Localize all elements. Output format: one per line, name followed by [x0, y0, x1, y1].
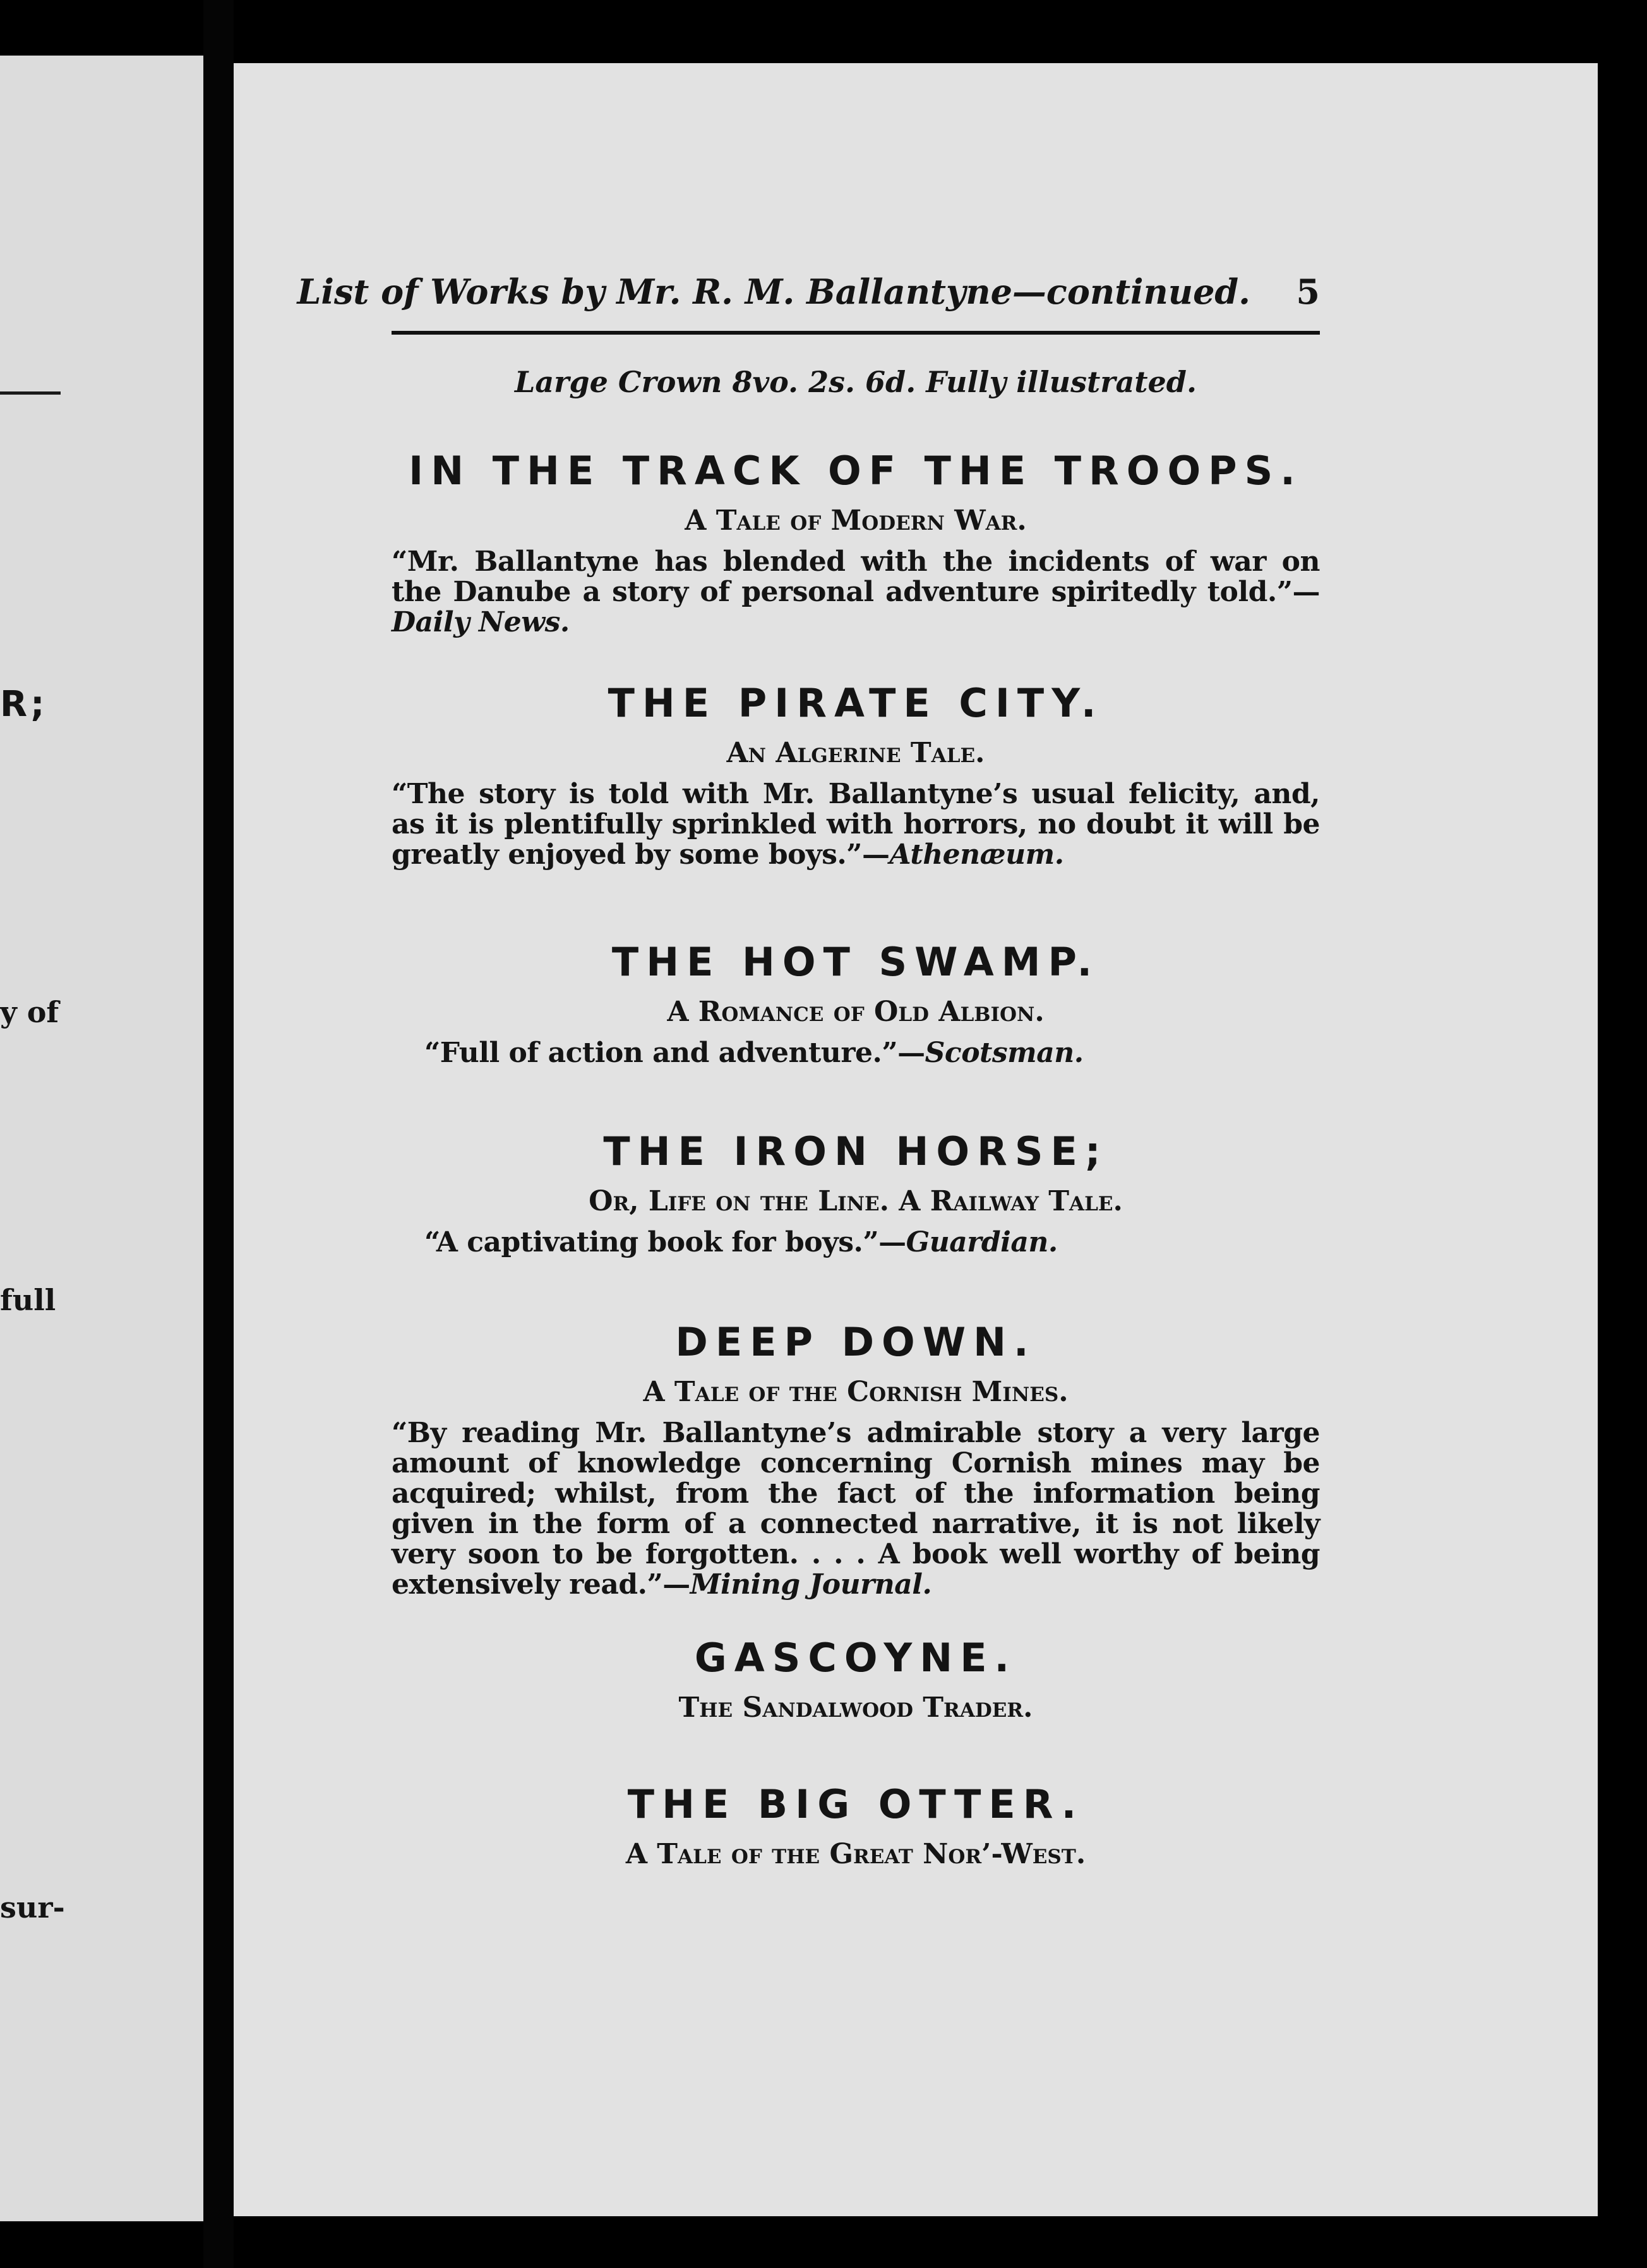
press-review [392, 1227, 1320, 1258]
running-head [297, 272, 1320, 322]
facing-page-text-fragment: y of [0, 995, 59, 1029]
book-title: GASCOYNE. [694, 1635, 1017, 1681]
book-title: THE BIG OTTER. [627, 1781, 1084, 1827]
facing-page-text-fragment: R; [0, 684, 48, 725]
review-text: “The story is told with Mr. Ballantyne’s usual felicity, and, as it is plentifully sprinkled with horrors, no doubt it will be greatly enjoyed by some boys.”— [392, 778, 1320, 871]
review-text: “Full of action and adventure.”— [424, 1037, 925, 1070]
running-head-title: List of Works by Mr. R. M. Ballantyne—continued. [297, 272, 1250, 312]
review-source: Athenæum. [889, 839, 1064, 871]
book-subtitle: Or, Life on the Line. A Railway Tale. [589, 1185, 1123, 1218]
format-line: Large Crown 8vo. 2s. 6d. Fully illustrated. [515, 365, 1197, 399]
book-subtitle: A Romance of Old Albion. [667, 996, 1045, 1029]
book-title: DEEP DOWN. [675, 1319, 1036, 1365]
book-page [234, 63, 1598, 2216]
review-text: “A captivating book for boys.”— [424, 1226, 906, 1259]
facing-page-text-fragment: sur- [0, 1890, 65, 1925]
book-gutter [203, 0, 234, 2268]
book-subtitle: A Tale of the Great Nor’-West. [625, 1838, 1086, 1871]
press-review [392, 1038, 1320, 1068]
review-text: “By reading Mr. Ballantyne’s admirable story a very large amount of knowledge concerning Cornish mines may be acquired; whilst, from the fact of the information being given in the form of a connected narrative, it is not likely very soon to be forgotten. . . . A book well worthy of being extensively read.”— [392, 1417, 1320, 1601]
review-source: Daily News. [392, 606, 570, 639]
book-title: THE IRON HORSE; [603, 1128, 1108, 1174]
book-entry [392, 1129, 1320, 1258]
review-source: Scotsman. [925, 1037, 1084, 1070]
facing-page-text-fragment: full [0, 1283, 56, 1317]
review-text: “Mr. Ballantyne has blended with the incidents of war on the Danube a story of personal adventure spiritedly told.”— [392, 546, 1320, 609]
review-source: Guardian. [906, 1226, 1058, 1259]
book-entry [392, 1782, 1320, 1871]
book-title: THE HOT SWAMP. [611, 939, 1100, 985]
book-title: IN THE TRACK OF THE TROOPS. [409, 448, 1303, 494]
press-review [392, 547, 1320, 638]
press-review [392, 1418, 1320, 1600]
book-entry [392, 448, 1320, 638]
book-entry [392, 940, 1320, 1068]
review-source: Mining Journal. [690, 1568, 932, 1601]
book-subtitle: An Algerine Tale. [726, 737, 985, 770]
header-rule [392, 331, 1320, 335]
book-entry [392, 1635, 1320, 1725]
facing-page-rule [0, 391, 61, 395]
book-subtitle: A Tale of Modern War. [685, 504, 1027, 537]
book-entry [392, 681, 1320, 870]
facing-page-fragment [0, 56, 203, 2221]
book-subtitle: A Tale of the Cornish Mines. [643, 1376, 1069, 1409]
book-subtitle: The Sandalwood Trader. [678, 1692, 1033, 1724]
press-review [392, 779, 1320, 870]
page-number: 5 [1296, 272, 1320, 312]
book-entry [392, 1320, 1320, 1600]
book-title: THE PIRATE CITY. [608, 680, 1104, 726]
